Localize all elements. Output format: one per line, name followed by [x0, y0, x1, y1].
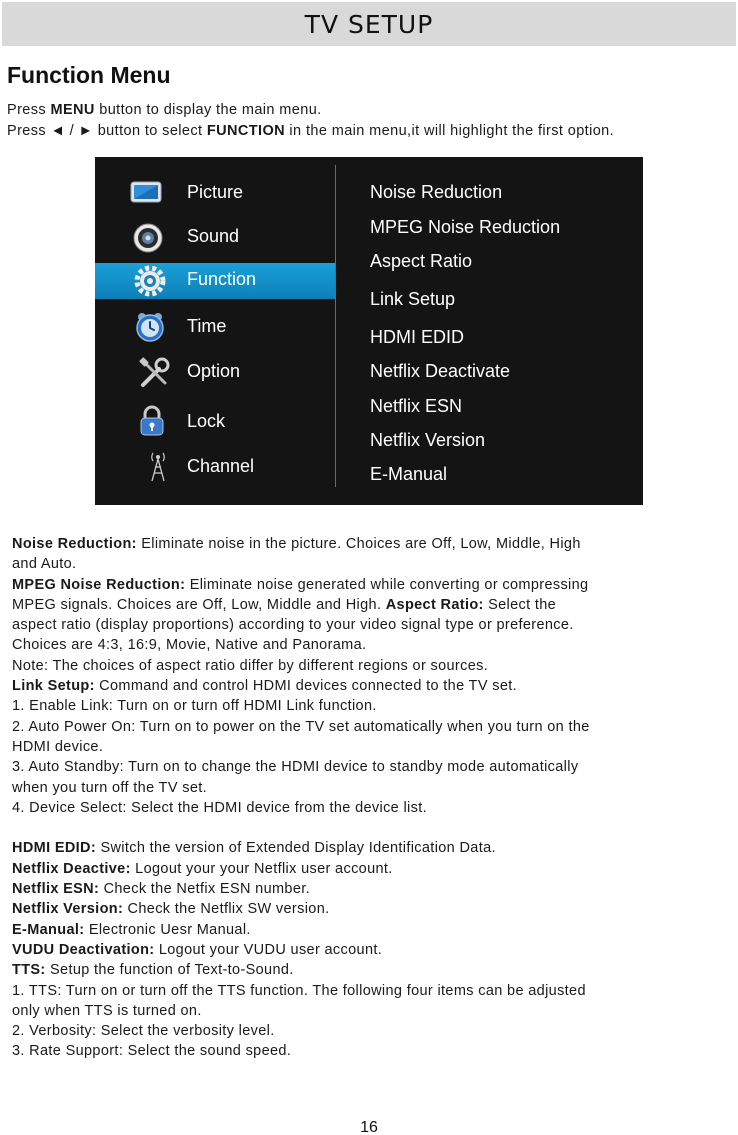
desc-line: [12, 960, 692, 980]
sub-menu-item-e-manual[interactable]: E-Manual: [370, 464, 448, 484]
desc-text: Switch the version of Extended Display Identification Data.: [96, 840, 496, 857]
desc-line: 3. Auto Standby: Turn on to change the HDMI device to standby mode automatically: [12, 759, 579, 776]
desc-line: and Auto.: [12, 556, 77, 573]
desc-line: 2. Verbosity: Select the verbosity level.: [12, 1023, 275, 1040]
desc-text: Eliminate noise in the picture. Choices are Off, Low, Middle, High: [136, 536, 581, 552]
desc-line: 3. Rate Support: Select the sound speed.: [12, 1043, 292, 1060]
intro-text: Press: [7, 102, 51, 118]
desc-line: [12, 859, 692, 879]
tv-menu-panel: [95, 157, 643, 505]
tools-icon: [137, 357, 171, 389]
function-descriptions: [12, 534, 692, 1062]
intro-text: button to display the main menu.: [94, 102, 322, 118]
desc-line: [12, 920, 692, 940]
sub-menu-item-mpeg-noise-reduction[interactable]: MPEG Noise Reduction: [370, 217, 561, 237]
main-menu-item-sound[interactable]: Sound: [187, 226, 240, 246]
sound-icon: [131, 221, 165, 253]
picture-icon: [129, 176, 163, 208]
main-menu-item-time[interactable]: Time: [187, 316, 227, 336]
function-gear-icon: [133, 265, 167, 297]
intro-text: Press ◄ / ► button to select: [7, 123, 207, 139]
sub-menu-item-noise-reduction[interactable]: Noise Reduction: [370, 182, 503, 202]
term-tts: TTS:: [12, 962, 46, 979]
term-noise-reduction: Noise Reduction:: [12, 536, 137, 552]
desc-text: Logout your VUDU user account.: [154, 941, 383, 958]
sub-menu-item-hdmi-edid[interactable]: HDMI EDID: [370, 327, 464, 347]
clock-icon: [133, 311, 167, 343]
main-menu-item-function[interactable]: Function: [187, 269, 257, 289]
intro-line-1: [7, 102, 322, 118]
term-netflix-esn: Netflix ESN:: [12, 881, 100, 898]
desc-line: [12, 940, 692, 960]
desc-line: [12, 575, 692, 595]
desc-text: Logout your your Netflix user account.: [130, 860, 393, 877]
term-netflix-version: Netflix Version:: [12, 901, 124, 918]
sub-menu-item-netflix-deactivate[interactable]: Netflix Deactivate: [370, 361, 511, 381]
antenna-icon: [141, 451, 175, 483]
desc-line: Choices are 4:3, 16:9, Movie, Native and Panorama.: [12, 637, 367, 654]
desc-line: Note: The choices of aspect ratio differ by different regions or sources.: [12, 657, 489, 674]
function-keyword: FUNCTION: [206, 123, 285, 139]
desc-line: aspect ratio (display proportions) according to your video signal type or preference.: [12, 617, 574, 634]
page-header: [2, 2, 736, 46]
term-link-setup: Link Setup:: [12, 678, 95, 695]
sub-menu-item-netflix-version[interactable]: Netflix Version: [370, 430, 486, 450]
main-menu-item-channel[interactable]: Channel: [187, 456, 255, 476]
desc-line: 1. Enable Link: Turn on or turn off HDMI Link function.: [12, 698, 377, 715]
sub-menu-item-link-setup[interactable]: Link Setup: [370, 289, 456, 309]
padlock-icon: [135, 405, 169, 437]
intro-line-2: [7, 123, 614, 139]
desc-text: Check the Netfix ESN number.: [99, 881, 311, 898]
desc-text: Electronic Uesr Manual.: [84, 921, 251, 938]
desc-line: 2. Auto Power On: Turn on to power on the TV set automatically when you turn on the: [12, 718, 590, 735]
desc-line: [12, 676, 692, 696]
main-menu-item-option[interactable]: Option: [187, 361, 241, 381]
menu-divider: [335, 165, 336, 487]
main-menu-item-lock[interactable]: Lock: [187, 411, 226, 431]
section-title: Function Menu: [7, 62, 171, 88]
desc-text: Eliminate noise generated while converting or compressing: [185, 576, 589, 593]
desc-text: Check the Netflix SW version.: [123, 901, 330, 918]
menu-keyword: MENU: [50, 102, 95, 118]
desc-spacer: [12, 818, 692, 838]
desc-text: MPEG signals. Choices are Off, Low, Middle and High.: [12, 596, 386, 613]
desc-line: only when TTS is turned on.: [12, 1002, 202, 1019]
desc-line: [12, 899, 692, 919]
desc-line: [12, 534, 692, 554]
sub-menu-item-netflix-esn[interactable]: Netflix ESN: [370, 396, 463, 416]
term-netflix-deactive: Netflix Deactive:: [12, 860, 131, 877]
term-hdmi-edid: HDMI EDID:: [12, 840, 97, 857]
term-e-manual: E-Manual:: [12, 921, 85, 938]
desc-line: [12, 879, 692, 899]
main-menu-item-picture[interactable]: Picture: [187, 182, 244, 202]
desc-line: 1. TTS: Turn on or turn off the TTS function. The following four items can be adjusted: [12, 982, 586, 999]
intro-text: in the main menu,it will highlight the first option.: [285, 123, 615, 139]
term-mpeg-noise-reduction: MPEG Noise Reduction:: [12, 576, 186, 593]
desc-line: [12, 595, 692, 615]
term-aspect-ratio: Aspect Ratio:: [385, 596, 484, 613]
desc-text: Setup the function of Text-to-Sound.: [45, 962, 294, 979]
term-vudu-deactivation: VUDU Deactivation:: [12, 941, 155, 958]
header-title: TV SETUP: [304, 9, 434, 39]
desc-line: 4. Device Select: Select the HDMI device from the device list.: [12, 799, 427, 816]
sub-menu-item-aspect-ratio[interactable]: Aspect Ratio: [370, 251, 473, 271]
desc-line: [12, 838, 692, 858]
desc-text: Select the: [483, 596, 557, 613]
page-number: 16: [360, 1119, 378, 1135]
desc-text: Command and control HDMI devices connected to the TV set.: [94, 678, 517, 695]
desc-line: HDMI device.: [12, 738, 104, 755]
desc-line: when you turn off the TV set.: [12, 779, 208, 796]
